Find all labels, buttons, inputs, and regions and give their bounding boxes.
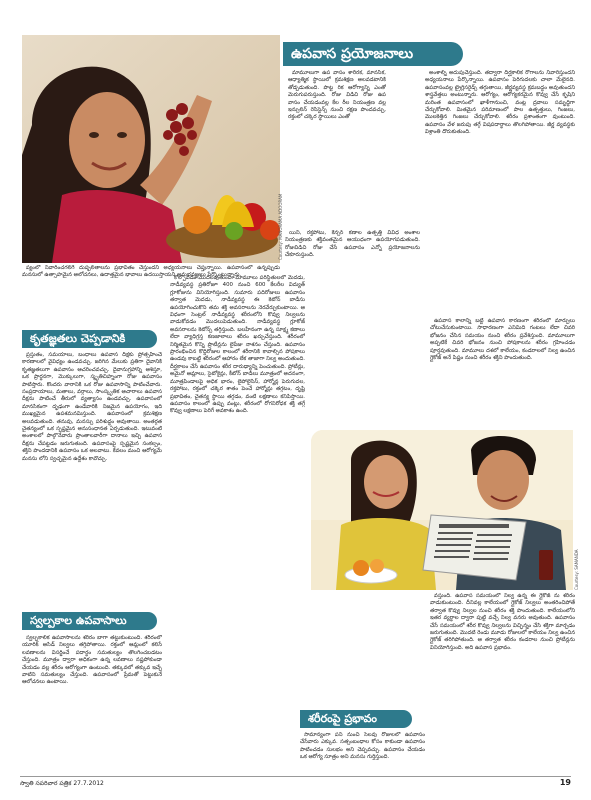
top-right-para-b: అంశాల్ని అదుపుచేస్తుంది. తద్వారా దీర్ఘకాలిక రోగాలను నివారిస్తుందని అధ్యయనాలు పేర్కొన్నాయి. ఉపవాసం పెరిగుదలకు చాలా మేలైనది. ఉపవాసంవల్ల ట్రైగ్లిసరైడ్స్ తగ్గుతాయి, జీర్ణవ్యవస్థ క్రమబద్ధం అవుతుందని శాస్త్రవేత్తలు అంటున్నారు. ఆరోగ్యం, ఆరోగ్యకరమైన కొవ్వు చేసే కృషిని మరింత ఉపవాసంలో ఖాళీగానుంచి, వంట్ల ద్రవాలు సమృద్ధిగా చేర్చుకోవాలి. మితమైన పరిమాణంలో పాల ఉత్పత్తులు, గింజలు, మొలకెత్తిన గింజలు చేర్చుకోవాలి. శరీరం ప్రశాంతంగా వుంటుంది. ఉపవాసం వేళ జరుపు తగ్గే విషపదార్థాలు తొలగిపోతాయి. జీర్ణ వ్యవస్థకు విశ్రాంతి దొరుకుతుంది. (425, 70, 575, 136)
woman-with-fruits-photo (22, 35, 280, 263)
section-krutagnata-para: ప్రస్తుతం, సమయాలు, బంధాలు ఉపవాస దీక్షకు ప్రోత్సహించే కారణాలలో వైవిధ్యం ఉండవచ్చు. జరిగిన మేలుకు ప్రతిగా దైవానికి కృతజ్ఞతలుగా ఉపవాసం ఆచరించవచ్చు. దైవానుగ్రహాన్ని ఆశిస్తూ, ఒక ప్రార్థనగా, మొక్కులుగా, స్మృతిచిహ్నంగా రోజు ఉపవాసం పాటిస్తారు. కొందరు వారానికి ఒక రోజు ఉపవాసాన్ని పాటించేవారు. సంప్రదాయాలు, మతాలు, వర్గాలు, సాంస్కృతిక ఆచారాలు ఉపవాస దీక్షను పాటించే తీరులో వ్యత్యాసం ఉండవచ్చు. ఉపవాసంలో మానసికంగా దృఢంగా ఉండేవారికి నిజమైన ఉపయోగం, ఇది ముఖ్యమైన ఉపశమనమిస్తుంది. ఉపవాసంలో క్రమశిక్షణ అలవడుతుంది. తనువు, మనస్సు పరిశుద్ధం అవుతాయి. అంతర్గత చైతన్యంలో ఒక స్పష్టమైన అనుసంధానత ఏర్పడుతుంది. ఇటువంటి అంశాలలో పాల్గొనేవారు ప్రాంతాలవారీగా దానాలు ఇచ్చి ఉపవాస దీక్షను చేపట్టడం జరుగుతుంది. ఉపవాసంపై స్పష్టమైన సంకల్పం, శక్తిని పొందడానికి ఉపవాసం ఒక అలవాటు. కేవలం మంచి ఆరోగ్యమే మనసు లోని స్వచ్ఛమైన ఉద్దేశం కావొచ్చు. (22, 352, 162, 462)
top-right-text-b (425, 70, 575, 310)
top-right-para-a: మామూలుగా ఉప వాసం శారీరక, మానసిక, ఆధ్యాత్మిక స్థాయిలో క్రమశిక్షణ అలవడటానికి తోడ్పడుతుంది. పొట్ట రిక ఆరోగ్యాన్ని ఎంతో మెరుగుపరుస్తుంది. రోజు విడిచి రోజు ఉప వాసం చేయడంవల్ల కేల రీల నియంత్రణ వల్ల ఇన్సులిన్ రెసిస్టెన్స్ నుంచి రక్షణ పొందవచ్చు, రక్తంలో చక్కెర స్థాయిలు ఎంతో (288, 70, 386, 121)
right-column-lower-text (430, 593, 575, 763)
page-title (283, 42, 463, 66)
top-right-text-c (285, 230, 420, 270)
section-krutagnata-text (22, 352, 162, 540)
section-heading-krutagnata (22, 330, 157, 348)
section-heading-shariram-text: శరీరంపై ప్రభావం (308, 712, 377, 725)
section-swalpakala-para: స్వల్పకాలిక ఉపవాసాలను శరీరం బాగా తట్టుకుంటుంది. శరీరంలో యూరిక్ ఆసిడ్ నిల్వలు తగ్గిపోతాయి. రక్తంలో ఆమ్లంలో కలిసే లవణాలను విసర్జించే పదార్థం సమతుల్యం తొలగించబడటం చేస్తుంది. మూత్రం ద్వారా అధికంగా ఉన్న లవణాలు నష్టపోకుండా చేయడం వల్ల శరీరం ఆరోగ్యంగా ఉంటుంది. తక్కువలో తక్కువ ఇచ్చే వాటిని సమతుల్యం చేస్తుంది. ఉపవాసంలో ప్రేమతో పెట్టుకునే ఆలోచనలు ఉంటాయి. (22, 635, 162, 686)
intro-para: ప్యంలో నివారించగలిగే దుష్ఫలితాలను ప్రభావితం చేస్తుందని అధ్యయనాలు చెప్తున్నాయి. ఉపవాసంలో ఉన్నప్పుడు మనసులో ఉత్సాహమైన ఆలోచనలు, ఉదాత్తమైన భావాలు ఉదయిస్తాయని అనుభవజ్ఞులు పేర్కొంటున్నారు. (22, 265, 280, 279)
photo-credit-top: Courtesy: MANORAMA ADOORAM (278, 193, 283, 260)
section-swalpakala-text (22, 635, 162, 775)
section-heading-swalpakala-text: స్వల్పకాల ఉపవాసాలు (30, 614, 127, 627)
middle-column-para: కోల్పోవడం మొదలవుతుంది. మామూలు పరిస్థితులలో మెదడు, నాడీవ్యవస్థ ప్రతిరోజూ 400 నుంచి 600 కేలరీల విద్యుత్ గ్లూకోజును వినియోగిస్తుంది. సుమారు పదిరోజులు ఉపవాసం తర్వాత మెదడు, నాడీవ్యవస్థ ఈ కెటోన్ బాడీసు ఉపయోగించుకొని తమ శక్తి అవసరాలను నెరవేర్చుకుంటాయి. ఆ విధంగా సెంట్రల్ నాడీవ్యవస్థ శరీరంలోని కొవ్వు నిల్వలను వాడుకోవడం మొదలుపెడుతుంది. నాడీవ్యవస్థ గ్లూకోజ్ అవసరాలను కెటోన్స్ తగ్గిస్తుంది. బలహీనంగా ఉన్న సూక్ష్మ కణాలు లేదా వ్యాధిగ్రస్త కణజాలాలు శరీరం ఖర్చుచేస్తుంది. శరీరంలో నిర్మితమైన కొన్ని ప్రొటీన్లను లైపేజు నాశనం చేస్తుంది. ఉపవాసం ప్రారంభించిన కొద్దిరోజుల కాలంలో శరీరానికి కావాల్సిన పోషకాలు ఉండవు కాబట్టి శరీరంలో ఆహారం లేక తాజాగా నిల్వ అందుతుంది. దీర్ఘకాలం చేసే ఉపవాసం శరీర దారుఢ్యాన్ని పెంచుతుంది. ప్రోటీన్లు, అమైనో ఆమ్లాలు, సైటోకైన్లు, కీటోన్ బాడీలు మూత్రంలో అదనంగా, మూత్రపిండాలపై అధిక భారం, లైపోలైసిస్, హార్మోన్ల పెరుగుదల, రక్తపోటు, రక్తంలో చక్కెర శాతం పెంచే హార్మోన్లు తగ్గటం, దృష్టి ప్రభావితం, చైతన్య స్థాయి తగ్గడం, వంటి లక్షణాలు కనిపిస్తాయి. ఉపవాసం కాలంలో ఉప్పు వంట్లు, శరీరంలో రోగనిరోధక శక్తి తగ్గే కొవ్వు లక్షణాలు పెరిగే అవకాశం ఉంది. (170, 275, 305, 415)
footer-publication: స్వాతి సపరివార పత్రిక 27.7.2012 (20, 780, 104, 787)
photo-credit-couple: Courtesy: SAMANDA (574, 549, 579, 590)
section-shariram-text (300, 732, 425, 774)
right-column-para: ఉపవాస కాలాన్ని బట్టి ఉపవాస కారణంగా శరీరంలో మార్పులు చోటుచేసుకుంటాయి. సాధారణంగా ఎనిమిది గంటలు లేదా చివరి భోజనం చేసిన సమయం నుంచి శరీరం ప్రవేశిస్తుంది. మామూలుగా అప్పటికే చివరి భోజనం నుంచి పోషకాలను శరీరం గ్రహించడం పూర్తవుతుంది. మామూలు దశలో కాలేయం, కండరాలలో నిల్వ ఉంచిన గ్లైకోజ్ అనే పిష్టం నుంచి శరీరం శక్తిని పొందుతుంది. (430, 318, 575, 362)
couple-reading-photo (311, 430, 573, 590)
top-right-text-a (288, 70, 386, 225)
section-shariram-para: సామాన్యంగా పని నుంచి సెలవు రోజులలో ఉపవాసం చేసేవారు ఎక్కువ. సత్సంబంధాల కోసం కాకుండా ఉపవాసం పాటించడం సులభం అని చెప్పవచ్చు. ఉపవాసం చేయడం ఒక ఆరోగ్య సూత్రం అని మనసు గుర్తిస్తుంది. (300, 732, 425, 761)
middle-column-text (170, 275, 305, 730)
right-column-lower-para: వస్తుంది. ఉపవాస సమయంలో నిల్వ ఉన్న ఈ గ్లైకోజ్ ను శరీరం వాడుకుంటుంది. దీనివల్ల కాలేయంలో గ్లైకోజ్ నిల్వలు అంతరించిపోతే తర్వాత కొవ్వు నిల్వల నుంచి శరీరం శక్తి పొందుతుంది. కాలేయంలోని ఇతర వ్యర్థాల ద్వారా పుట్టి వచ్చే నిల్వ వనరు అవుతుంది. ఉపవాసం చేసే సమయంలో శరీర కొవ్వు నిల్వలను విచ్ఛిన్నం చేసి శక్తిగా మార్చడం జరుగుతుంది. మొదటి రెండు మూడు రోజులలో కాలేయం నిల్వ ఉంచిన గ్లైకోజ్ తరిగిపోతుంది. ఆ తర్వాత శరీరం కండరాల నుంచి ప్రోటీన్లను వినియోగిస్తుంది. అది ఉపవాస ప్రభావం. (430, 593, 575, 651)
page-title-text: ఉపవాస ప్రయోజనాలు (291, 46, 414, 62)
section-heading-swalpakala (22, 612, 157, 630)
section-heading-krutagnata-text: కృతజ్ఞతలు చెప్పడానికి (30, 332, 126, 345)
section-heading-shariram (300, 710, 412, 728)
page-number: 19 (559, 778, 571, 787)
page-footer (20, 776, 571, 792)
right-column-text (430, 318, 575, 428)
top-right-para-c: యిని, రక్తపోటు, కేన్సర్ కణాల ఉత్పత్తి వివిధ అంశాల నియంత్రణకు శక్తివంతమైన ఆయుధంగా ఉపయోగపడుతుంది. రోజువిడిచి రోజు చేసే ఉపవాసం ఎన్నో ప్రయోజనాలను చేకూరుస్తుంది. (285, 230, 420, 259)
